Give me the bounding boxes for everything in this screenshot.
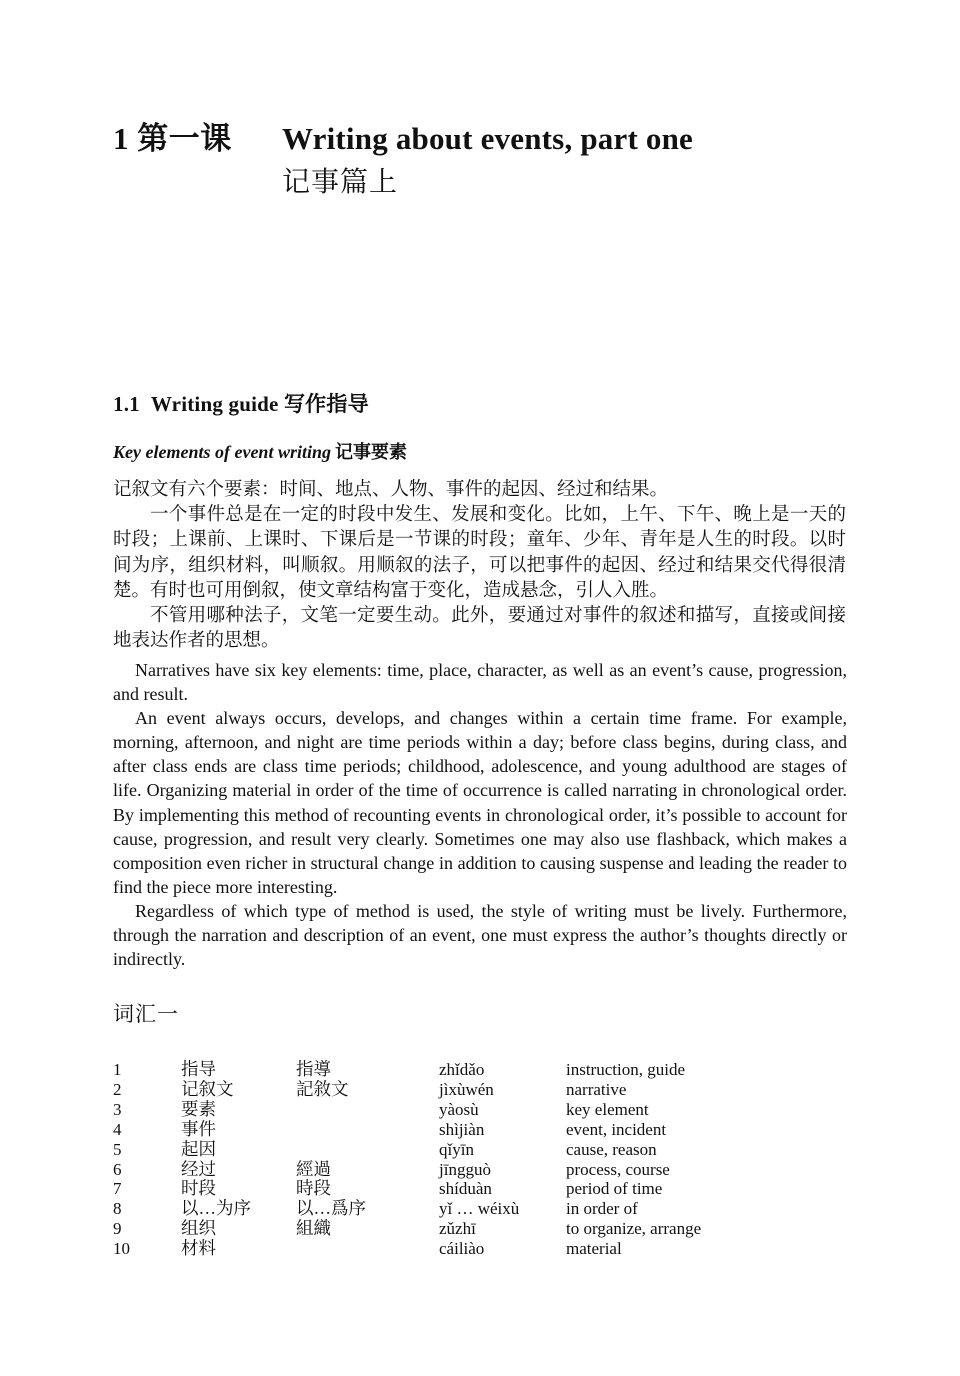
chapter-title-row xyxy=(113,118,873,203)
section-title-chinese: 写作指导 xyxy=(283,392,369,416)
vocab-pinyin: shíduàn xyxy=(439,1179,492,1199)
vocab-pinyin: yàosù xyxy=(439,1099,479,1119)
vocab-simplified: 起因 xyxy=(181,1138,216,1159)
vocab-simplified: 要素 xyxy=(181,1098,216,1119)
vocab-simplified: 经过 xyxy=(181,1158,216,1179)
vocab-english: material xyxy=(566,1239,622,1259)
vocab-number: 10 xyxy=(113,1239,130,1259)
vocab-number: 9 xyxy=(113,1219,122,1239)
vocab-traditional xyxy=(296,1239,439,1259)
vocabulary-table-body xyxy=(113,1060,853,1259)
vocab-english: period of time xyxy=(566,1179,663,1199)
chapter-title-text-group xyxy=(282,118,842,203)
vocab-simplified: 时段 xyxy=(181,1178,216,1199)
vocab-number: 2 xyxy=(113,1079,122,1099)
chapter-number-label: 1 第一课 xyxy=(113,121,232,156)
chinese-paragraph-1: 记叙文有六个要素：时间、地点、人物、事件的起因、经过和结果。 xyxy=(113,480,669,500)
chinese-body-text xyxy=(113,478,846,654)
vocab-pinyin: cáiliào xyxy=(439,1239,485,1259)
vocab-number: 7 xyxy=(113,1179,122,1199)
vocab-traditional xyxy=(296,1120,439,1140)
section-title-english: Writing guide xyxy=(150,392,279,416)
table-row xyxy=(113,1219,853,1239)
vocab-pinyin: zǔzhī xyxy=(439,1219,476,1239)
chapter-title-english: Writing about events, part one xyxy=(282,121,694,156)
vocab-traditional xyxy=(296,1100,439,1120)
subheading-english: Key elements of event writing xyxy=(113,442,331,462)
vocab-english: cause, reason xyxy=(566,1139,657,1159)
vocab-pinyin: qǐyīn xyxy=(439,1139,474,1159)
vocab-traditional: 時段 xyxy=(296,1178,331,1199)
vocab-simplified: 指导 xyxy=(181,1059,216,1079)
section-heading xyxy=(113,391,369,418)
vocab-english: narrative xyxy=(566,1079,627,1099)
vocab-simplified: 材料 xyxy=(181,1238,216,1259)
vocab-english: in order of xyxy=(566,1199,638,1219)
vocab-traditional: 記敘文 xyxy=(296,1078,349,1099)
vocab-number: 6 xyxy=(113,1159,122,1179)
english-paragraph-1: Narratives have six key elements: time, place, character, as well as an event’s cause, progression, and result. xyxy=(113,660,847,705)
vocab-number: 3 xyxy=(113,1099,122,1119)
chinese-paragraph-3: 不管用哪种法子，文笔一定要生动。此外，要通过对事件的叙述和描写，直接或间接地表达作者的思想。 xyxy=(113,606,846,652)
vocab-english: instruction, guide xyxy=(566,1060,685,1079)
table-row xyxy=(113,1120,853,1140)
vocabulary-table xyxy=(113,1060,853,1259)
vocab-traditional: 經過 xyxy=(296,1158,331,1179)
vocab-number: 4 xyxy=(113,1119,122,1139)
vocab-traditional: 指導 xyxy=(296,1059,331,1079)
vocab-pinyin: yǐ … wéixù xyxy=(439,1199,520,1219)
vocab-english: event, incident xyxy=(566,1119,667,1139)
vocabulary-section-title: 词汇一 xyxy=(113,1002,179,1026)
vocab-simplified: 记叙文 xyxy=(181,1078,234,1099)
vocab-traditional: 以…爲序 xyxy=(296,1198,366,1219)
table-row xyxy=(113,1239,853,1259)
english-body-text xyxy=(113,658,847,971)
vocab-pinyin: shìjiàn xyxy=(439,1119,485,1139)
vocab-pinyin: jìxùwén xyxy=(439,1079,494,1099)
vocab-english: to organize, arrange xyxy=(566,1219,702,1239)
vocab-traditional xyxy=(296,1140,439,1160)
table-row xyxy=(113,1080,853,1100)
vocab-simplified: 组织 xyxy=(181,1218,216,1239)
table-row xyxy=(113,1199,853,1219)
vocab-simplified: 事件 xyxy=(181,1118,216,1139)
vocab-number: 1 xyxy=(113,1060,122,1079)
vocab-english: process, course xyxy=(566,1159,670,1179)
table-row xyxy=(113,1160,853,1180)
vocab-pinyin: jīngguò xyxy=(439,1159,491,1179)
english-paragraph-3: Regardless of which type of method is used, the style of writing must be lively. Furthermore, through the narration and description of an event, one must express the author’s thoughts directly or indirectly. xyxy=(113,900,847,970)
subheading xyxy=(113,440,407,464)
subheading-chinese: 记事要素 xyxy=(334,442,407,462)
chinese-paragraph-2: 一个事件总是在一定的时段中发生、发展和变化。比如，上午、下午、晚上是一天的时段；上课前、上课时、下课后是一节课的时段；童年、少年、青年是人生的时段。以时间为序，组织材料，叫顺叙。用顺叙的法子，可以把事件的起因、经过和结果交代得很清楚。有时也可用倒叙，使文章结构富于变化，造成悬念，引人入胜。 xyxy=(113,505,846,601)
table-row xyxy=(113,1060,853,1080)
vocab-pinyin: zhǐdǎo xyxy=(439,1060,485,1079)
vocab-simplified: 以…为序 xyxy=(181,1198,251,1219)
english-paragraph-2: An event always occurs, develops, and changes within a certain time frame. For example, morning, afternoon, and night are time periods within a day; before class begins, during class, and after class ends are class time periods; childhood, adolescence, and young adulthood are stages of life. Organizing material in order of the time of occurrence is called narrating in chronological order. By implementing this method of recounting events in chronological order, it’s possible to account for cause, progression, and result very clearly. Sometimes one may also use flashback, which makes a composition even richer in structural change in addition to causing suspense and leading the reader to find the piece more interesting. xyxy=(113,708,847,897)
vocab-number: 5 xyxy=(113,1139,122,1159)
vocab-traditional: 組織 xyxy=(296,1218,331,1239)
table-row xyxy=(113,1140,853,1160)
table-row xyxy=(113,1100,853,1120)
section-number: 1.1 xyxy=(113,392,140,416)
vocab-english: key element xyxy=(566,1099,649,1119)
table-row xyxy=(113,1179,853,1199)
chapter-title-block xyxy=(113,118,873,203)
vocab-number: 8 xyxy=(113,1199,122,1219)
chapter-title-chinese: 记事篇上 xyxy=(282,167,399,198)
